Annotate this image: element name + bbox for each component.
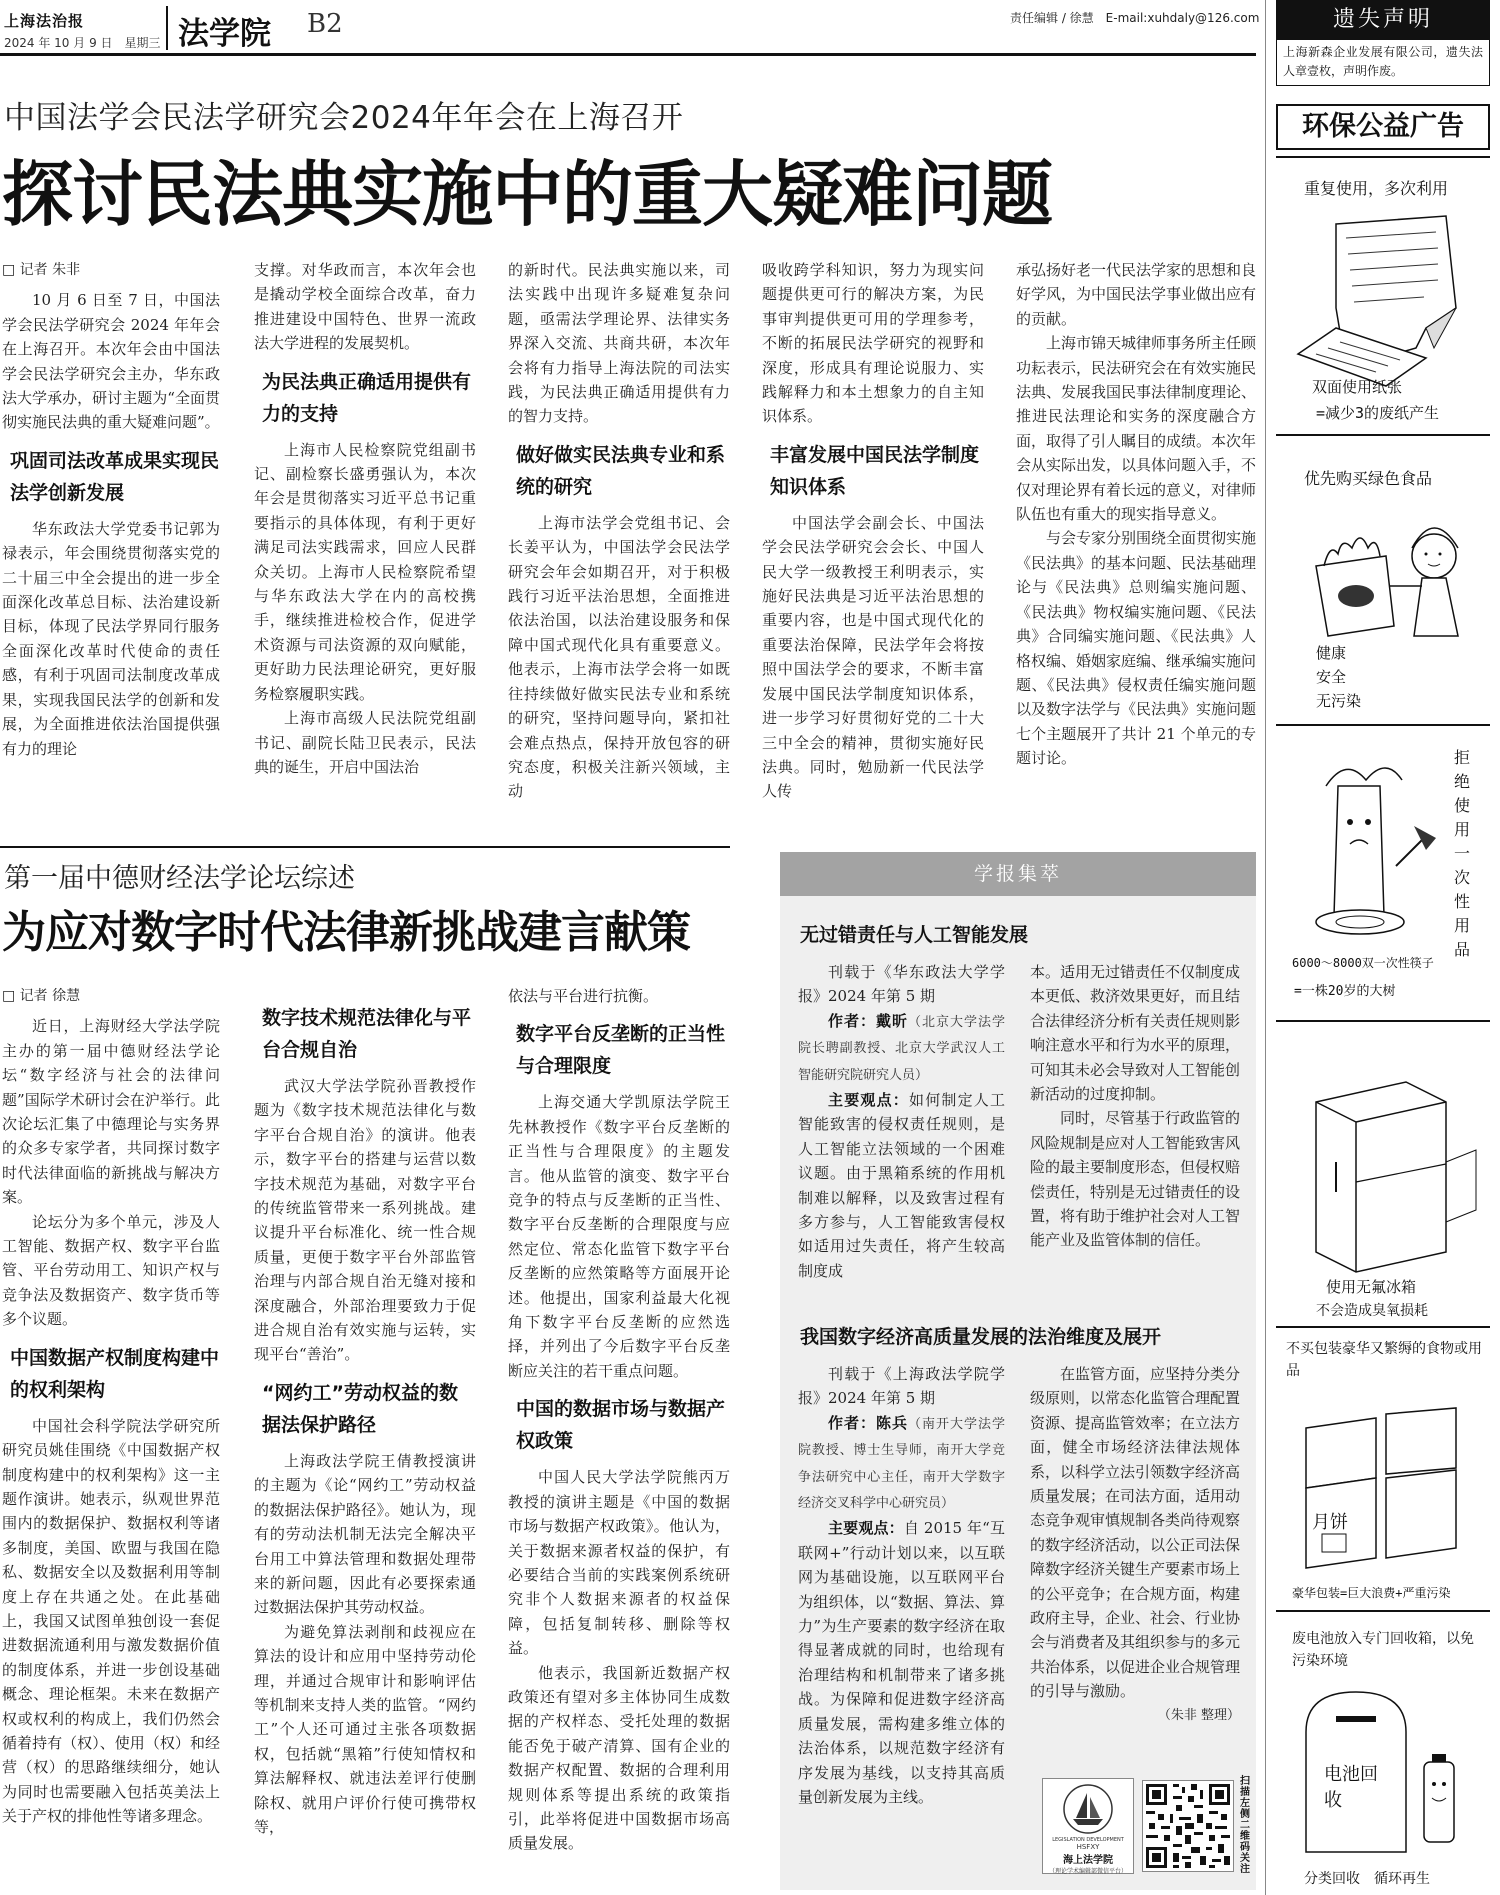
article2-rule: [0, 846, 730, 848]
subheading: 丰富发展中国民法学制度知识体系: [770, 443, 980, 498]
logo-name: 海上法学院: [1063, 1855, 1113, 1866]
digest-article1-col-b: [1030, 960, 1240, 1300]
lost-notice-text: 上海新森企业发展有限公司，遗失法人章壹枚，声明作废。: [1283, 45, 1483, 78]
ad-caption: 分类回收 循环再生: [1304, 1871, 1430, 1887]
article2-col3: [508, 984, 730, 1890]
article1-col5: [1016, 258, 1256, 806]
paragraph: 上海政法学院王倩教授演讲的主题为《论“网约工”劳动权益的数据法保护路径》。她认为，现有的劳动法机制无法完全解决平台用工中算法管理和数据处理带来的新问题，因此有必要探索通过数据法保护其劳动权益。: [254, 1451, 476, 1617]
article1-col4: [762, 258, 984, 806]
ad-panel-fridge: [1276, 1020, 1490, 1326]
digest-article1-col-a: [798, 960, 1005, 1300]
header-divider: [166, 6, 168, 50]
lost-notice-title: 遗失声明: [1332, 7, 1433, 32]
ad-caption: 不买包装豪华又繁缛的食物或用品: [1286, 1341, 1482, 1379]
ad-caption: 豪华包装=巨大浪费+严重污染: [1292, 1586, 1451, 1600]
paragraph: 的新时代。民法典实施以来，司法实践中出现许多疑难复杂问题，亟需法学理论界、法律实务界深入交流、共商共研，本次年会将有力指导上海法院的司法实践，为民法典正确适用提供有力的智力支持。: [508, 261, 730, 426]
paragraph: 他表示，我国新近数据产权政策还有望对多主体协同生成数据的产权样态、受托处理的数据能否免于破产清算、国有企业的数据产权配置、数据的合理利用规则体系等提出系统的政策指引，此举将促进中国数据市场高质量发展。: [508, 1663, 730, 1853]
article2-kicker: 第一届中德财经法学论坛综述: [4, 863, 355, 894]
logo-school: HSFXY: [1076, 1843, 1100, 1851]
article1-col2: [254, 258, 476, 806]
ad-caption: 月饼: [1312, 1512, 1348, 1533]
paragraph: 中国法学会副会长、中国法学会民法学研究会会长、中国人民大学一级教授王利明表示，实施好民法典是习近平法治思想的重要内容，也是中国式现代化的重要法治保障，民法学年会将按照中国法学会的要求，不断丰富发展中国民法学制度知识体系，进一步学习好贯彻好党的二十大三中全会的精神，贯彻实施好民法典。同时，勉励新一代民法学人传: [762, 513, 984, 801]
paragraph: 论坛分为多个单元，涉及人工智能、数据产权、数字平台监管、平台劳动用工、知识产权与竞争法及数据资产、数字货币等多个议题。: [2, 1212, 220, 1329]
paragraph: 本。适用无过错责任不仅制度成本更低、救济效果更好，而且结合法律经济分析有关责任规则影响注意水平和行为水平的原理，可知其未必会导致对人工智能创新活动的过度抑制。: [1030, 963, 1240, 1104]
ad-caption: =减少3的废纸产生: [1316, 404, 1440, 422]
ad-caption: 电池回收: [1324, 1764, 1378, 1811]
author-note: （北京大学法学院长聘副教授、北京大学武汉人工智能研究院研究人员）: [798, 1014, 1005, 1083]
battery-bin-icon: [1276, 1612, 1490, 1895]
article1-headline: 探讨民法典实施中的重大疑难问题: [2, 152, 1053, 236]
ad-caption: 废电池放入专门回收箱，以免污染环境: [1292, 1631, 1474, 1669]
ad-title-bar: [1276, 104, 1490, 150]
paragraph: 近日，上海财经大学法学院主办的第一届中德财经法学论坛“数字经济与社会的法律问题”国际学术研讨会在沪举行。此次论坛汇集了中德理论与实务界的众多专家学者，共同探讨数字时代法律面临的新挑战与解决方案。: [2, 1017, 220, 1207]
paragraph: 中国社会科学院法学研究所研究员姚佳围绕《中国数据产权制度构建中的权利架构》这一主题作演讲。她表示，纵观世界范围内的数据保护、数据权利等诸多制度，美国、欧盟与我国在隐私、数据安全以及数据利用等制度上存在共通之处。在此基础上，我国又试图单独创设一套促进数据流通利用与激发数据价值的制度体系，并进一步创设基础概念、理论框架。未来在数据产权或权利的构成上，我们仍然会循着持有（权）、使用（权）和经营（权）的思路继续细分，她认为同时也需要融入包括英美法上关于产权的排他性等诸多理念。: [2, 1416, 220, 1826]
subheading: 做好做实民法典专业和系统的研究: [516, 443, 726, 498]
author-name: 陈兵: [876, 1413, 908, 1432]
paragraph: [798, 1516, 1005, 1809]
subheading: 数字平台反垄断的正当性与合理限度: [516, 1023, 726, 1078]
gift-boxes-icon: [1276, 1328, 1490, 1610]
ad-panel-chopsticks: [1276, 724, 1490, 1020]
ship-logo-icon: [1043, 1779, 1133, 1837]
paragraph: 武汉大学法学院孙晋教授作题为《数字技术规范法律化与数字平台合规自治》的演讲。他表示，数字平台的搭建与运营以数字技术规范为基础，对数字平台的传统监管带来一系列挑战。建议提升平台标准化、统一性合规质量，更便于数字平台外部监管治理与内部合规自治无缝对接和深度融合，外部治理要致力于促进合规自治有效实施与运转，实现平台“善治”。: [254, 1077, 476, 1364]
masthead-logo: 上海法治报: [4, 12, 85, 30]
label: 作者：: [828, 1413, 876, 1432]
label: 主要观点：: [828, 1091, 909, 1110]
paragraph: 与会专家分别围绕全面贯彻实施《民法典》的基本问题、民法基础理论与《民法典》总则编实施问题、《民法典》物权编实施问题、《民法典》合同编实施问题、《民法典》人格权编、婚姻家庭编、继承编实施问题、《民法典》侵权责任编实施问题以及数字法学与《民法典》实施问题七个主题展开了共计 21 个单元的专题讨论。: [1016, 529, 1256, 768]
paragraph: 上海市锦天城律师事务所主任顾功耘表示，民法研究会在有效实施民法典、发展我国民事法律制度理论、推进民法理论和实务的深度融合方面，取得了引人瞩目的成绩。本次年会从实际出发，以具体问题入手，不仅对理论界有着长远的意义，对律师队伍也有重大的现实指导意义。: [1016, 334, 1256, 524]
digest-article2-title: 我国数字经济高质量发展的法治维度及展开: [800, 1326, 1162, 1348]
article1-col1: [2, 258, 220, 806]
label: 作者：: [828, 1011, 876, 1030]
ad-caption: 不会造成臭氧损耗: [1316, 1303, 1428, 1319]
digest-article2-col-a: [798, 1362, 1005, 1878]
digest-article2-col-b: [1030, 1362, 1240, 1742]
author-note: （南开大学法学院教授、博士生导师，南开大学竞争法研究中心主任，南开大学数字经济交叉科学中心研究员）: [798, 1416, 1005, 1512]
logo-sub: （理论学术编辑部微信平台）: [1048, 1868, 1127, 1875]
ad-panel-battery: [1276, 1610, 1490, 1895]
section-title: 法学院: [178, 16, 271, 52]
main-point: 自 2015 年“互联网+”行动计划以来，以互联网为基础设施，以互联网平台为组织体，以“数据、算法、算力”为生产要素的数字经济在取得显著成就的同时，也给现有治理结构和机制带来了诸多挑战。为保障和促进数字经济高质量发展，需构建多维立体的法治体系，以规范数字经济有序发展为基线，以支持其高质量创新发展为主线。: [798, 1519, 1005, 1806]
sidebar-divider: [1265, 0, 1266, 1895]
editor-info: 责任编辑 / 徐慧 E-mail:xuhdaly@126.com: [1010, 11, 1260, 25]
paragraph: 刊载于《华东政法大学学报》2024 年第 5 期: [798, 963, 1005, 1006]
lost-notice-box: [1276, 40, 1490, 86]
paragraph: [798, 1411, 1005, 1517]
article1-col3: [508, 258, 730, 806]
paragraph: 华东政法大学党委书记郭为禄表示，年会围绕贯彻落实党的二十届三中全会提出的进一步全面深化改革总目标、法治建设新目标，体现了民法学界同行服务全面深化改革时代使命的责任感，有利于巩固司法制度改革成果，实现我国民法学的创新和发展，为全面推进依法治国提供强有力的理论: [2, 519, 220, 758]
shopping-bag-girl-icon: [1276, 436, 1490, 724]
paragraph: 同时，尽管基于行政监管的风险规制是应对人工智能致害风险的最主要制度形态，但侵权赔偿责任，特别是无过错责任的设置，将有助于维护社会对人工智能产业及监管体制的信任。: [1030, 1109, 1240, 1250]
journal-logo: [1042, 1778, 1134, 1874]
main-point: 如何制定人工智能致害的侵权责任规则，是人工智能立法领域的一个困难议题。由于黑箱系统的作用机制难以解释，以及致害过程有多方参与，人工智能致害侵权如适用过失责任，将产生较高制度成: [798, 1091, 1005, 1280]
ad-panel-paper: [1276, 156, 1490, 434]
ad-caption: 安全: [1316, 668, 1347, 686]
paragraph: 上海市人民检察院党组副书记、副检察长盛勇强认为，本次年会是贯彻落实习近平总书记重要指示的具体体现，有利于更好满足司法实践需求，回应人民群众关切。上海市人民检察院希望与华东政法大学在内的高校携手，继续推进检校合作，促进学术资源与司法资源的双向赋能，更好助力民法理论研究，更好服务检察履职实践。: [254, 440, 476, 703]
qr-note: 扫描左侧二维码关注: [1240, 1776, 1250, 1875]
page-number: B2: [307, 9, 343, 39]
sign-note: （朱非 整理）: [1157, 1707, 1240, 1723]
label: 主要观点：: [828, 1519, 904, 1538]
ad-panel-green-food: [1276, 434, 1490, 724]
issue-date: 2024 年 10 月 9 日 星期三: [4, 36, 161, 50]
subheading: “网约工”劳动权益的数据法保护路径: [262, 1381, 458, 1436]
header-rule: [0, 53, 1256, 56]
lost-notice-title-bar: [1276, 0, 1490, 40]
logo-en: LEGISLATION DEVELOPMENT: [1052, 1837, 1124, 1843]
subheading: 中国数据产权制度构建中的权利架构: [10, 1346, 220, 1401]
article1-byline: □ 记者 朱非: [2, 262, 81, 278]
ad-panel-packaging: [1276, 1326, 1490, 1610]
article1-kicker: 中国法学会民法学研究会2024年年会在上海召开: [4, 100, 684, 136]
paragraph: 依法与平台进行抗衡。: [508, 987, 659, 1005]
ad-caption: 使用无氟冰箱: [1326, 1278, 1417, 1296]
ad-caption: =一株20岁的大树: [1294, 984, 1396, 999]
subheading: 中国的数据市场与数据产权政策: [516, 1398, 726, 1453]
qr-code-icon[interactable]: [1142, 1780, 1234, 1872]
ad-caption: 双面使用纸张: [1312, 378, 1403, 396]
article2-col2: [254, 984, 476, 1890]
paragraph: 上海市法学会党组书记、会长姜平认为，中国法学会民法学研究会年会如期召开，对于积极践行习近平法治思想，全面推进依法治国，以法治建设服务和保障中国式现代化具有重要意义。他表示，上海市法学会将一如既往持续做好做实民法专业和系统的研究，坚持问题导向，紧扣社会难点热点，保持开放包容的研究态度，积极关注新兴领域，主动: [508, 513, 730, 801]
ad-caption: 6000～8000双一次性筷子: [1292, 956, 1434, 970]
digest-header: [780, 852, 1256, 896]
ad-caption: 重复使用，多次利用: [1304, 179, 1449, 198]
ad-caption: 优先购买绿色食品: [1304, 469, 1433, 488]
article2-headline: 为应对数字时代法律新挑战建言献策: [2, 907, 690, 958]
paragraph: 中国人民大学法学院熊丙万教授的演讲主题是《中国的数据市场与数据产权政策》。他认为，关于数据来源者权益的保护，有必要结合当前的实践案例系统研究非个人数据来源者的权益保障，包括复制转移、删除等权益。: [508, 1468, 730, 1658]
digest-title: 学报集萃: [973, 863, 1062, 885]
digest-article1-title: 无过错责任与人工智能发展: [800, 924, 1029, 946]
ad-caption: 健康: [1316, 644, 1347, 662]
paragraph: 上海交通大学凯原法学院王先林教授作《数字平台反垄断的正当性与合理限度》的主题发言。他从监管的演变、数字平台竞争的特点与反垄断的正当性、数字平台反垄断的合理限度与应然定位、常态化监管下数字平台反垄断的应然策略等方面展开论述。他提出，国家利益最大化视角下数字平台反垄断的应然选择，并列出了今后数字平台反垄断应关注的若干重点问题。: [508, 1093, 730, 1380]
paragraph: 吸收跨学科知识，努力为现实问题提供更可行的解决方案，为民事审判提供更可用的学理参考，不断的拓展民法学研究的视野和深度，形成具有理论说服力、实践解释力和本土想象力的自主知识体系。: [762, 261, 984, 426]
paragraph: 上海市高级人民法院党组副书记、副院长陆卫民表示，民法典的诞生，开启中国法治: [254, 709, 476, 776]
paragraph: [798, 1088, 1005, 1283]
paragraph: 10 月 6 日至 7 日，中国法学会民法学研究会 2024 年年会在上海召开。本次年会由中国法学会民法学研究会主办，华东政法大学承办，研讨主题为“全面贯彻实施民法典的重大疑难问题”。: [2, 291, 220, 432]
article2-byline: □ 记者 徐慧: [2, 988, 81, 1004]
paragraph: 刊载于《上海政法学院学报》2024 年第 5 期: [798, 1365, 1005, 1408]
ad-title: 环保公益广告: [1302, 111, 1464, 142]
paragraph: 为避免算法剥削和歧视应在算法的设计和应用中坚持劳动伦理，并通过合规审计和影响评估等机制来支持人类的监管。“网约工”个人还可通过主张各项数据权，包括就“黑箱”行使知情权和算法解释权、就违法差评行使删除权、就用户评价行使可携带权等，: [254, 1622, 476, 1836]
subheading: 为民法典正确适用提供有力的支持: [262, 370, 472, 425]
subheading: 数字技术规范法律化与平台合规自治: [262, 1007, 472, 1061]
paragraph: 支撑。对华政而言，本次年会也是撬动学校全面综合改革，奋力推进建设中国特色、世界一流政法大学进程的发展契机。: [254, 261, 476, 353]
article2-col1: [2, 984, 220, 1890]
ad-caption: 无污染: [1316, 692, 1362, 710]
ad-caption-vertical: 拒绝使用一次性用品: [1454, 748, 1471, 959]
paragraph: 承弘扬好老一代民法学家的思想和良好学风，为中国民法学事业做出应有的贡献。: [1016, 261, 1256, 328]
author-name: 戴昕: [876, 1011, 908, 1030]
subheading: 巩固司法改革成果实现民法学创新发展: [10, 449, 220, 504]
paragraph: 在监管方面，应坚持分类分级原则，以常态化监管合理配置资源、提高监管效率；在立法方面，健全市场经济法律法规体系，以科学立法引领数字经济高质量发展；在司法方面，适用动态竞争观审慎规制各类尚待观察的数字经济活动，以公正司法保障数字经济关键生产要素市场上的公平竞争；在合规方面，构建政府主导，企业、社会、行业协会与消费者及其组织参与的多元共治体系，以促进企业合规管理的引导与激励。: [1030, 1365, 1240, 1701]
paragraph: [798, 1009, 1005, 1088]
